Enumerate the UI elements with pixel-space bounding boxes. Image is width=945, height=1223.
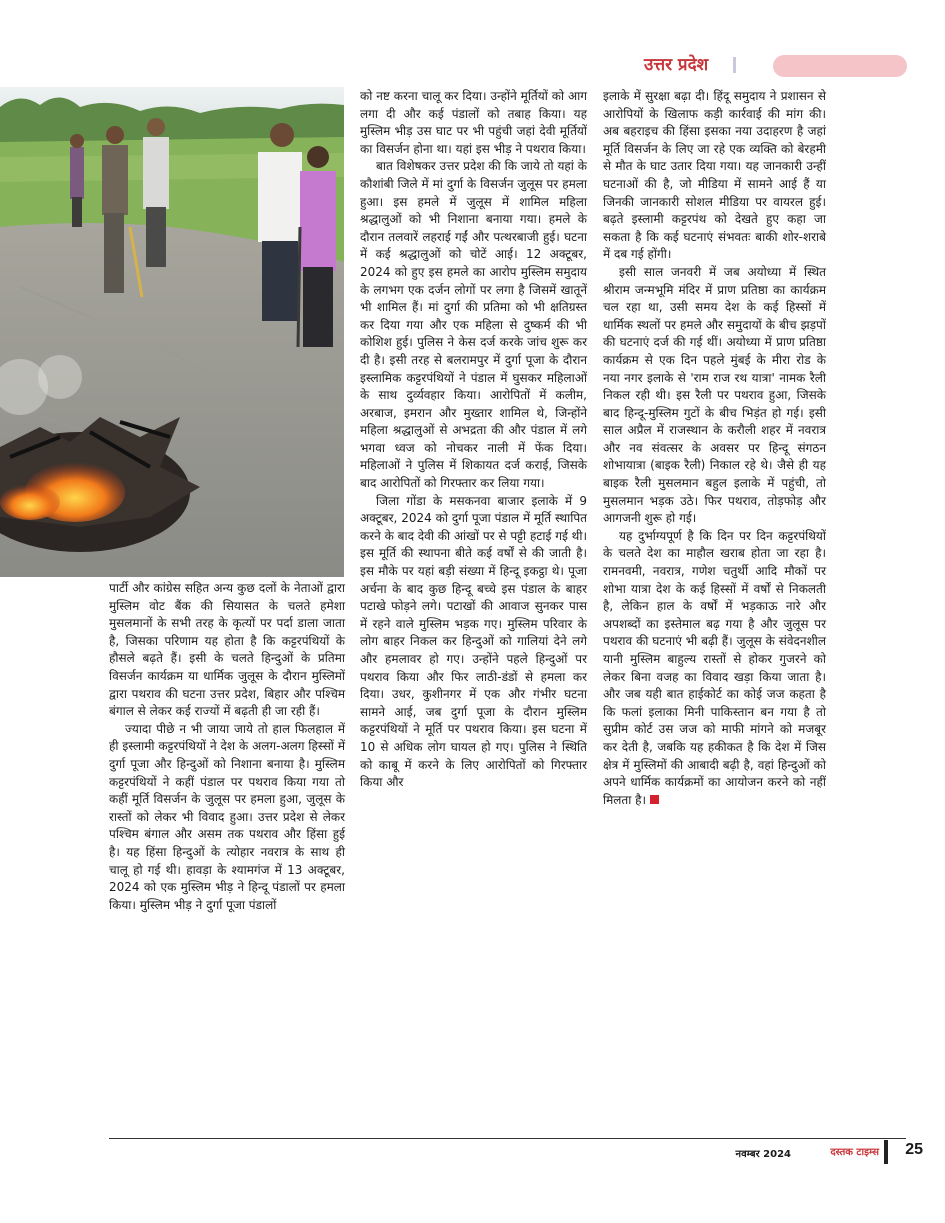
section-title: उत्तर प्रदेश	[644, 55, 709, 75]
section-divider-bar	[733, 57, 736, 73]
text-column-2	[360, 88, 587, 792]
footer-rule	[109, 1138, 906, 1139]
paragraph: को नष्ट करना चालू कर दिया। उन्होंने मूर्तियों को आग लगा दी और कई पंडालों को तबाह किया। यह मुस्लिम भीड़ उस घाट पर भी पहुंची जहां देवी मूर्तियों का विसर्जन होना था। यहां इस भीड़ ने पथराव किया।	[360, 89, 587, 156]
end-mark-icon	[650, 795, 659, 804]
paragraph: इलाके में सुरक्षा बढ़ा दी। हिंदू समुदाय ने प्रशासन से आरोपियों के खिलाफ कड़ी कार्रवाई की मांग की। अब बहराइच की हिंसा इसका नया उदाहरण है जहां मूर्ति विसर्जन के लिए जा रहे एक व्यक्ति को बेरहमी से मौत के घाट उतार दिया गया। यह जानकारी उन्हीं घटनाओं की है, जो मीडिया में सामने आई हैं या जिनकी जानकारी सोशल मीडिया पर वायरल हुई। बढ़ते इस्लामी कट्टरपंथ को देखते हुए कहा जा सकता है कि कई घटनाएं संभवतः बाकी शोर-शराबे में दब गई होंगी।	[603, 89, 826, 262]
photo-illustration	[0, 87, 344, 577]
page-footer	[603, 1140, 923, 1166]
paragraph-text: यह दुर्भाग्यपूर्ण है कि दिन पर दिन कट्टरपंथियों के चलते देश का माहौल खराब होता जा रहा है। रामनवमी, नवरात्र, गणेश चतुर्थी आदि मौकों पर शोभा यात्रा देश के कई हिस्सों में वर्षों से निकलती है, लेकिन हाल के वर्षों में भड़काऊ नारे और अपशब्दों का इस्तेमाल बढ़ गया है और जुलूस पर पथराव की घटनाएं भी बढ़ी हैं। जुलूस के संवेदनशील यानी मुस्लिम बाहुल्य रास्तों से होकर गुजरने को लेकर बिना वजह का विवाद खड़ा किया जाता है। और जब यही बात हाईकोर्ट का कोई जज कहता है कि फलां इलाका मिनी पाकिस्तान बन गया है तो सुप्रीम कोर्ट उस जज को माफी मांगने को मजबूर कर देती है, जबकि यह हकीकत है कि देश में जिस क्षेत्र में मुस्लिमों की आबादी बढ़ी है, वहां हिन्दुओं को अपने धार्मिक कार्यक्रमों का आयोजन करने को नहीं मिलता है।	[603, 528, 826, 807]
footer-separator	[884, 1140, 888, 1164]
text-column-1	[109, 580, 345, 914]
paragraph: बात विशेषकर उत्तर प्रदेश की कि जाये तो यहां के कौशांबी जिले में मां दुर्गा के विसर्जन जुलूस पर हमला हुआ। इस हमले में जुलूस में शामिल महिला श्रद्धालुओं को भी निशाना बनाया गया। हमले के दौरान तलवारें लहराई गईं और पत्थरबाजी हुई। घटना में कई श्रद्धालुओं को चोटें आई। 12 अक्टूबर, 2024 को हुए इस हमले का आरोप मुस्लिम समुदाय के लगभग एक दर्जन लोगों पर लगा है जिसमें खातूनें भी शामिल हैं। मां दुर्गा की प्रतिमा को भी क्षतिग्रस्त कर दिया गया और एक महिला से दुष्कर्म की भी कोशिश हुई। पुलिस ने केस दर्ज करके जांच शुरू कर दी है। इसी तरह से बलरामपुर में दुर्गा पूजा के दौरान इस्लामिक कट्टरपंथियों ने पंडाल में घुसकर महिलाओं के साथ दुर्व्यवहार किया। आरोपितों में कलीम, अरबाज, इमरान और मुख्तार शामिल थे, जिन्होंने महिला श्रद्धालुओं से अभद्रता की और पंडाल में लगे भगवा ध्वज को नोचकर नाली में फेंक दिया। महिलाओं ने पुलिस में शिकायत दर्ज कराई, जिसके बाद आरोपितों को गिरफ्तार कर लिया गया।	[360, 159, 587, 491]
paragraph: इसी साल जनवरी में जब अयोध्या में स्थित श्रीराम जन्मभूमि मंदिर में प्राण प्रतिष्ठा का कार्यक्रम चल रहा था, उसी समय देश के कई हिस्सों में धार्मिक स्थलों पर हमले और समुदायों के बीच झड़पों की घटनाएं दर्ज की गई थीं। अयोध्या में प्राण प्रतिष्ठा कार्यक्रम से एक दिन पहले मुंबई के मीरा रोड के नया नगर इलाके से 'राम राज रथ यात्रा' नामक रैली निकल रही थी। इस रैली पर पथराव हुआ, जिसके बाद हिन्दू-मुस्लिम गुटों के बीच भिड़ंत हो गई। इसी साल अप्रैल में राजस्थान के करौली शहर में नवरात्र और नव संवत्सर के अवसर पर हिन्दू संगठन शोभायात्रा (बाइक रैली) निकाल रहे थे। जैसे ही यह बाइक रैली मुसलमान बहुल इलाके में पहुंची, तो मुसलमान भड़क उठे। फिर पथराव, तोड़फोड़ और आगजनी शुरू हो गई।	[603, 264, 826, 526]
text-column-3	[603, 88, 826, 809]
page-number: 25	[905, 1141, 923, 1158]
paragraph: ज्यादा पीछे न भी जाया जाये तो हाल फिलहाल में ही इस्लामी कट्टरपंथियों ने देश के अलग-अलग हिस्सों में दुर्गा पूजा और हिन्दुओं को निशाना बनाया है। मुस्लिम कट्टरपंथियों ने कहीं पंडाल पर पथराव किया गया तो कहीं मूर्ति विसर्जन के जुलूस पर हमला हुआ, जुलूस के रास्तों को लेकर भी विवाद हुआ। उत्तर प्रदेश से लेकर पश्चिम बंगाल और असम तक पथराव और हिंसा हुई है। यह हिंसा हिन्दुओं के त्योहार नवरात्र के साथ ही चालू हो गई थी। हावड़ा के श्यामगंज में 13 अक्टूबर, 2024 को एक मुस्लिम भीड़ ने हिन्दू पंडालों पर हमला किया। मुस्लिम भीड़ ने दुर्गा पूजा पंडालों	[109, 721, 345, 912]
news-photo	[0, 87, 344, 577]
section-decorative-pill	[773, 55, 907, 77]
paragraph: जिला गोंडा के मसकनवा बाजार इलाके में 9 अक्टूबर, 2024 को दुर्गा पूजा पंडाल में मूर्ति स्थापित करने के बाद देवी की आंखों पर से पट्टी हटाई गई थी। इस मूर्ति की स्थापना बीते कई वर्षों से की जाती है। इस मौके पर यहां बड़ी संख्या में हिन्दू इकट्ठा थे। पूजा अर्चना के बाद कुछ हिन्दू बच्चे इस पंडाल के बाहर पटाखे फोड़ने लगे। पटाखों की आवाज सुनकर पास में रहने वाले मुस्लिम भड़क गए। मुस्लिम परिवार के लोग बाहर निकल कर हिन्दुओं को गालियां देने लगे और हमलावर हो गए। उन्होंने पहले हिन्दुओं पर पथराव किया और फिर लाठी-डंडों से हमला कर दिया। उधर, कुशीनगर में एक और गंभीर घटना सामने आई, जब दुर्गा पूजा के दौरान मुस्लिम कट्टरपंथियों ने मूर्ति पर पथराव किया। इस घटना में 10 से अधिक लोग घायल हो गए। पुलिस ने स्थिति को काबू में करने के लिए आरोपितों को गिरफ्तार किया और	[360, 493, 587, 790]
section-header	[600, 52, 930, 80]
issue-date: नवम्बर 2024	[735, 1149, 791, 1160]
magazine-logo: दस्तक टाइम्स	[830, 1147, 879, 1158]
paragraph: पार्टी और कांग्रेस सहित अन्य कुछ दलों के नेताओं द्वारा मुस्लिम वोट बैंक की सियासत के चलते हमेशा मुसलमानों के सभी तरह के कृत्यों पर पर्दा डाला जाता है, जिसका परिणाम यह होता है कि कट्टरपंथियों के हौसले बढ़ते हैं। इसी के चलते हिन्दुओं के प्रतिमा विसर्जन कार्यक्रम या धार्मिक जुलूस के दौरान मुस्लिमों द्वारा पथराव की घटना उत्तर प्रदेश, बिहार और पश्चिम बंगाल से लेकर कई राज्यों में बढ़ती ही जा रही हैं।	[109, 581, 345, 719]
paragraph-last	[603, 528, 826, 810]
